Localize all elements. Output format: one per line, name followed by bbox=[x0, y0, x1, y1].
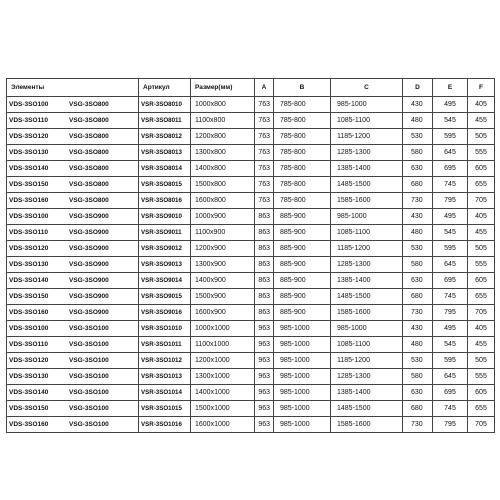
a-cell: 863 bbox=[255, 225, 274, 241]
table-row bbox=[7, 385, 495, 401]
article-cell: VSR-3SO9010 bbox=[139, 209, 191, 225]
b-cell: 985-1000 bbox=[274, 353, 331, 369]
d-cell: 680 bbox=[403, 401, 433, 417]
glass-element: VSG-3SO800 bbox=[69, 132, 109, 140]
table-row bbox=[7, 353, 495, 369]
size-cell: 1500x800 bbox=[191, 177, 255, 193]
a-cell: 963 bbox=[255, 385, 274, 401]
glass-element: VSG-3SO900 bbox=[69, 276, 109, 284]
article-cell: VSR-3SO1014 bbox=[139, 385, 191, 401]
b-cell: 885-900 bbox=[274, 289, 331, 305]
d-cell: 630 bbox=[403, 161, 433, 177]
door-element: VDS-3SO130 bbox=[9, 148, 49, 156]
b-cell: 785-800 bbox=[274, 113, 331, 129]
glass-element: VSG-3SO100 bbox=[69, 420, 109, 428]
article-cell: VSR-3SO8014 bbox=[139, 161, 191, 177]
glass-element: VSG-3SO900 bbox=[69, 260, 109, 268]
a-cell: 863 bbox=[255, 273, 274, 289]
size-cell: 1300x1000 bbox=[191, 369, 255, 385]
f-cell: 405 bbox=[468, 209, 495, 225]
a-cell: 763 bbox=[255, 161, 274, 177]
d-cell: 730 bbox=[403, 193, 433, 209]
glass-element: VSG-3SO100 bbox=[69, 324, 109, 332]
size-cell: 1200x800 bbox=[191, 129, 255, 145]
elements-cell bbox=[7, 241, 139, 257]
door-element: VDS-3SO120 bbox=[9, 244, 49, 252]
f-cell: 605 bbox=[468, 385, 495, 401]
article-cell: VSR-3SO8010 bbox=[139, 97, 191, 113]
elements-cell bbox=[7, 353, 139, 369]
d-cell: 430 bbox=[403, 209, 433, 225]
glass-element: VSG-3SO100 bbox=[69, 372, 109, 380]
table-header-row bbox=[7, 79, 495, 97]
d-cell: 580 bbox=[403, 257, 433, 273]
f-cell: 555 bbox=[468, 257, 495, 273]
b-cell: 785-800 bbox=[274, 193, 331, 209]
f-cell: 705 bbox=[468, 305, 495, 321]
door-element: VDS-3SO150 bbox=[9, 292, 49, 300]
d-cell: 680 bbox=[403, 289, 433, 305]
e-cell: 745 bbox=[433, 177, 468, 193]
table-row bbox=[7, 161, 495, 177]
glass-element: VSG-3SO100 bbox=[69, 340, 109, 348]
door-element: VDS-3SO150 bbox=[9, 180, 49, 188]
a-cell: 763 bbox=[255, 113, 274, 129]
b-cell: 885-900 bbox=[274, 209, 331, 225]
d-cell: 530 bbox=[403, 241, 433, 257]
elements-cell bbox=[7, 289, 139, 305]
c-cell: 985-1000 bbox=[331, 209, 403, 225]
c-cell: 1285-1300 bbox=[331, 145, 403, 161]
e-cell: 645 bbox=[433, 257, 468, 273]
door-element: VDS-3SO160 bbox=[9, 308, 49, 316]
glass-element: VSG-3SO800 bbox=[69, 180, 109, 188]
d-cell: 630 bbox=[403, 385, 433, 401]
c-cell: 1185-1200 bbox=[331, 241, 403, 257]
article-cell: VSR-3SO9016 bbox=[139, 305, 191, 321]
d-cell: 680 bbox=[403, 177, 433, 193]
header-d: D bbox=[403, 79, 433, 97]
b-cell: 985-1000 bbox=[274, 417, 331, 433]
c-cell: 1085-1100 bbox=[331, 225, 403, 241]
b-cell: 985-1000 bbox=[274, 401, 331, 417]
glass-element: VSG-3SO800 bbox=[69, 148, 109, 156]
e-cell: 595 bbox=[433, 241, 468, 257]
a-cell: 763 bbox=[255, 145, 274, 161]
article-cell: VSR-3SO1011 bbox=[139, 337, 191, 353]
f-cell: 455 bbox=[468, 113, 495, 129]
size-cell: 1000x800 bbox=[191, 97, 255, 113]
f-cell: 705 bbox=[468, 417, 495, 433]
d-cell: 480 bbox=[403, 225, 433, 241]
d-cell: 580 bbox=[403, 145, 433, 161]
b-cell: 785-800 bbox=[274, 145, 331, 161]
article-cell: VSR-3SO9014 bbox=[139, 273, 191, 289]
b-cell: 885-900 bbox=[274, 257, 331, 273]
table-body bbox=[7, 97, 495, 433]
header-elements: Элементы bbox=[7, 79, 139, 97]
elements-cell bbox=[7, 417, 139, 433]
header-c: C bbox=[331, 79, 403, 97]
door-element: VDS-3SO130 bbox=[9, 260, 49, 268]
size-cell: 1400x800 bbox=[191, 161, 255, 177]
c-cell: 1585-1600 bbox=[331, 417, 403, 433]
elements-cell bbox=[7, 129, 139, 145]
b-cell: 885-900 bbox=[274, 305, 331, 321]
door-element: VDS-3SO160 bbox=[9, 420, 49, 428]
b-cell: 985-1000 bbox=[274, 385, 331, 401]
c-cell: 1385-1400 bbox=[331, 385, 403, 401]
size-cell: 1500x900 bbox=[191, 289, 255, 305]
e-cell: 695 bbox=[433, 385, 468, 401]
table-row bbox=[7, 337, 495, 353]
elements-cell bbox=[7, 225, 139, 241]
size-cell: 1100x900 bbox=[191, 225, 255, 241]
d-cell: 530 bbox=[403, 129, 433, 145]
b-cell: 985-1000 bbox=[274, 321, 331, 337]
e-cell: 495 bbox=[433, 97, 468, 113]
article-cell: VSR-3SO1010 bbox=[139, 321, 191, 337]
glass-element: VSG-3SO800 bbox=[69, 116, 109, 124]
table-row bbox=[7, 289, 495, 305]
elements-cell bbox=[7, 177, 139, 193]
table-row bbox=[7, 209, 495, 225]
a-cell: 863 bbox=[255, 209, 274, 225]
door-element: VDS-3SO150 bbox=[9, 404, 49, 412]
f-cell: 605 bbox=[468, 161, 495, 177]
article-cell: VSR-3SO9013 bbox=[139, 257, 191, 273]
size-cell: 1000x1000 bbox=[191, 321, 255, 337]
size-cell: 1300x800 bbox=[191, 145, 255, 161]
table-row bbox=[7, 401, 495, 417]
d-cell: 480 bbox=[403, 337, 433, 353]
table-row bbox=[7, 225, 495, 241]
a-cell: 763 bbox=[255, 177, 274, 193]
elements-cell bbox=[7, 193, 139, 209]
d-cell: 430 bbox=[403, 97, 433, 113]
article-cell: VSR-3SO9012 bbox=[139, 241, 191, 257]
f-cell: 605 bbox=[468, 273, 495, 289]
f-cell: 555 bbox=[468, 369, 495, 385]
glass-element: VSG-3SO100 bbox=[69, 356, 109, 364]
article-cell: VSR-3SO8015 bbox=[139, 177, 191, 193]
e-cell: 545 bbox=[433, 337, 468, 353]
size-cell: 1000x900 bbox=[191, 209, 255, 225]
a-cell: 963 bbox=[255, 337, 274, 353]
e-cell: 795 bbox=[433, 417, 468, 433]
d-cell: 530 bbox=[403, 353, 433, 369]
elements-cell bbox=[7, 113, 139, 129]
c-cell: 1385-1400 bbox=[331, 273, 403, 289]
c-cell: 985-1000 bbox=[331, 97, 403, 113]
glass-element: VSG-3SO900 bbox=[69, 292, 109, 300]
door-element: VDS-3SO110 bbox=[9, 340, 49, 348]
elements-cell bbox=[7, 97, 139, 113]
header-f: F bbox=[468, 79, 495, 97]
elements-cell bbox=[7, 385, 139, 401]
f-cell: 455 bbox=[468, 337, 495, 353]
article-cell: VSR-3SO8012 bbox=[139, 129, 191, 145]
d-cell: 730 bbox=[403, 417, 433, 433]
f-cell: 655 bbox=[468, 401, 495, 417]
f-cell: 655 bbox=[468, 177, 495, 193]
f-cell: 655 bbox=[468, 289, 495, 305]
d-cell: 480 bbox=[403, 113, 433, 129]
article-cell: VSR-3SO8013 bbox=[139, 145, 191, 161]
c-cell: 985-1000 bbox=[331, 321, 403, 337]
table-row bbox=[7, 97, 495, 113]
article-cell: VSR-3SO8016 bbox=[139, 193, 191, 209]
glass-element: VSG-3SO100 bbox=[69, 404, 109, 412]
a-cell: 863 bbox=[255, 289, 274, 305]
a-cell: 963 bbox=[255, 417, 274, 433]
elements-cell bbox=[7, 337, 139, 353]
e-cell: 495 bbox=[433, 209, 468, 225]
a-cell: 963 bbox=[255, 401, 274, 417]
size-cell: 1200x900 bbox=[191, 241, 255, 257]
article-cell: VSR-3SO9015 bbox=[139, 289, 191, 305]
size-cell: 1400x900 bbox=[191, 273, 255, 289]
b-cell: 885-900 bbox=[274, 241, 331, 257]
dimensions-table bbox=[6, 78, 495, 433]
e-cell: 645 bbox=[433, 369, 468, 385]
c-cell: 1285-1300 bbox=[331, 257, 403, 273]
size-cell: 1200x1000 bbox=[191, 353, 255, 369]
a-cell: 863 bbox=[255, 305, 274, 321]
c-cell: 1485-1500 bbox=[331, 401, 403, 417]
d-cell: 580 bbox=[403, 369, 433, 385]
article-cell: VSR-3SO1015 bbox=[139, 401, 191, 417]
glass-element: VSG-3SO800 bbox=[69, 100, 109, 108]
size-cell: 1500x1000 bbox=[191, 401, 255, 417]
spec-table-container bbox=[6, 78, 494, 433]
b-cell: 885-900 bbox=[274, 225, 331, 241]
elements-cell bbox=[7, 305, 139, 321]
b-cell: 885-900 bbox=[274, 273, 331, 289]
c-cell: 1585-1600 bbox=[331, 193, 403, 209]
table-row bbox=[7, 417, 495, 433]
article-cell: VSR-3SO1012 bbox=[139, 353, 191, 369]
table-row bbox=[7, 113, 495, 129]
size-cell: 1600x1000 bbox=[191, 417, 255, 433]
size-cell: 1600x800 bbox=[191, 193, 255, 209]
f-cell: 455 bbox=[468, 225, 495, 241]
glass-element: VSG-3SO800 bbox=[69, 164, 109, 172]
glass-element: VSG-3SO100 bbox=[69, 388, 109, 396]
article-cell: VSR-3SO8011 bbox=[139, 113, 191, 129]
table-row bbox=[7, 241, 495, 257]
glass-element: VSG-3SO900 bbox=[69, 308, 109, 316]
door-element: VDS-3SO110 bbox=[9, 116, 49, 124]
e-cell: 645 bbox=[433, 145, 468, 161]
header-b: B bbox=[274, 79, 331, 97]
b-cell: 785-800 bbox=[274, 161, 331, 177]
header-a: A bbox=[255, 79, 274, 97]
a-cell: 763 bbox=[255, 193, 274, 209]
elements-cell bbox=[7, 209, 139, 225]
elements-cell bbox=[7, 145, 139, 161]
header-size: Размер(мм) bbox=[191, 79, 255, 97]
f-cell: 405 bbox=[468, 97, 495, 113]
e-cell: 545 bbox=[433, 225, 468, 241]
elements-cell bbox=[7, 257, 139, 273]
table-row bbox=[7, 193, 495, 209]
size-cell: 1100x800 bbox=[191, 113, 255, 129]
table-row bbox=[7, 129, 495, 145]
c-cell: 1085-1100 bbox=[331, 113, 403, 129]
c-cell: 1585-1600 bbox=[331, 305, 403, 321]
e-cell: 795 bbox=[433, 305, 468, 321]
e-cell: 695 bbox=[433, 273, 468, 289]
table-row bbox=[7, 145, 495, 161]
elements-cell bbox=[7, 401, 139, 417]
e-cell: 545 bbox=[433, 113, 468, 129]
e-cell: 595 bbox=[433, 129, 468, 145]
elements-cell bbox=[7, 369, 139, 385]
table-row bbox=[7, 273, 495, 289]
f-cell: 705 bbox=[468, 193, 495, 209]
c-cell: 1385-1400 bbox=[331, 161, 403, 177]
table-row bbox=[7, 369, 495, 385]
size-cell: 1100x1000 bbox=[191, 337, 255, 353]
door-element: VDS-3SO100 bbox=[9, 212, 49, 220]
size-cell: 1400x1000 bbox=[191, 385, 255, 401]
article-cell: VSR-3SO9011 bbox=[139, 225, 191, 241]
b-cell: 785-800 bbox=[274, 177, 331, 193]
glass-element: VSG-3SO800 bbox=[69, 196, 109, 204]
elements-cell bbox=[7, 161, 139, 177]
f-cell: 555 bbox=[468, 145, 495, 161]
glass-element: VSG-3SO900 bbox=[69, 228, 109, 236]
a-cell: 863 bbox=[255, 257, 274, 273]
door-element: VDS-3SO120 bbox=[9, 356, 49, 364]
door-element: VDS-3SO140 bbox=[9, 388, 49, 396]
elements-cell bbox=[7, 273, 139, 289]
door-element: VDS-3SO140 bbox=[9, 276, 49, 284]
elements-cell bbox=[7, 321, 139, 337]
c-cell: 1485-1500 bbox=[331, 177, 403, 193]
table-row bbox=[7, 305, 495, 321]
door-element: VDS-3SO110 bbox=[9, 228, 49, 236]
table-row bbox=[7, 177, 495, 193]
b-cell: 785-800 bbox=[274, 129, 331, 145]
article-cell: VSR-3SO1013 bbox=[139, 369, 191, 385]
b-cell: 985-1000 bbox=[274, 337, 331, 353]
header-e: E bbox=[433, 79, 468, 97]
b-cell: 785-800 bbox=[274, 97, 331, 113]
f-cell: 405 bbox=[468, 321, 495, 337]
article-cell: VSR-3SO1016 bbox=[139, 417, 191, 433]
e-cell: 595 bbox=[433, 353, 468, 369]
a-cell: 963 bbox=[255, 369, 274, 385]
table-row bbox=[7, 257, 495, 273]
door-element: VDS-3SO100 bbox=[9, 100, 49, 108]
header-article: Артикул bbox=[139, 79, 191, 97]
e-cell: 795 bbox=[433, 193, 468, 209]
e-cell: 695 bbox=[433, 161, 468, 177]
d-cell: 430 bbox=[403, 321, 433, 337]
e-cell: 495 bbox=[433, 321, 468, 337]
c-cell: 1185-1200 bbox=[331, 353, 403, 369]
c-cell: 1085-1100 bbox=[331, 337, 403, 353]
door-element: VDS-3SO100 bbox=[9, 324, 49, 332]
a-cell: 963 bbox=[255, 321, 274, 337]
a-cell: 763 bbox=[255, 129, 274, 145]
a-cell: 863 bbox=[255, 241, 274, 257]
d-cell: 630 bbox=[403, 273, 433, 289]
glass-element: VSG-3SO900 bbox=[69, 212, 109, 220]
door-element: VDS-3SO120 bbox=[9, 132, 49, 140]
glass-element: VSG-3SO900 bbox=[69, 244, 109, 252]
c-cell: 1485-1500 bbox=[331, 289, 403, 305]
b-cell: 985-1000 bbox=[274, 369, 331, 385]
size-cell: 1300x900 bbox=[191, 257, 255, 273]
table-row bbox=[7, 321, 495, 337]
d-cell: 730 bbox=[403, 305, 433, 321]
e-cell: 745 bbox=[433, 401, 468, 417]
a-cell: 963 bbox=[255, 353, 274, 369]
door-element: VDS-3SO140 bbox=[9, 164, 49, 172]
door-element: VDS-3SO160 bbox=[9, 196, 49, 204]
a-cell: 763 bbox=[255, 97, 274, 113]
e-cell: 745 bbox=[433, 289, 468, 305]
f-cell: 505 bbox=[468, 353, 495, 369]
f-cell: 505 bbox=[468, 129, 495, 145]
size-cell: 1600x900 bbox=[191, 305, 255, 321]
f-cell: 505 bbox=[468, 241, 495, 257]
c-cell: 1285-1300 bbox=[331, 369, 403, 385]
door-element: VDS-3SO130 bbox=[9, 372, 49, 380]
c-cell: 1185-1200 bbox=[331, 129, 403, 145]
